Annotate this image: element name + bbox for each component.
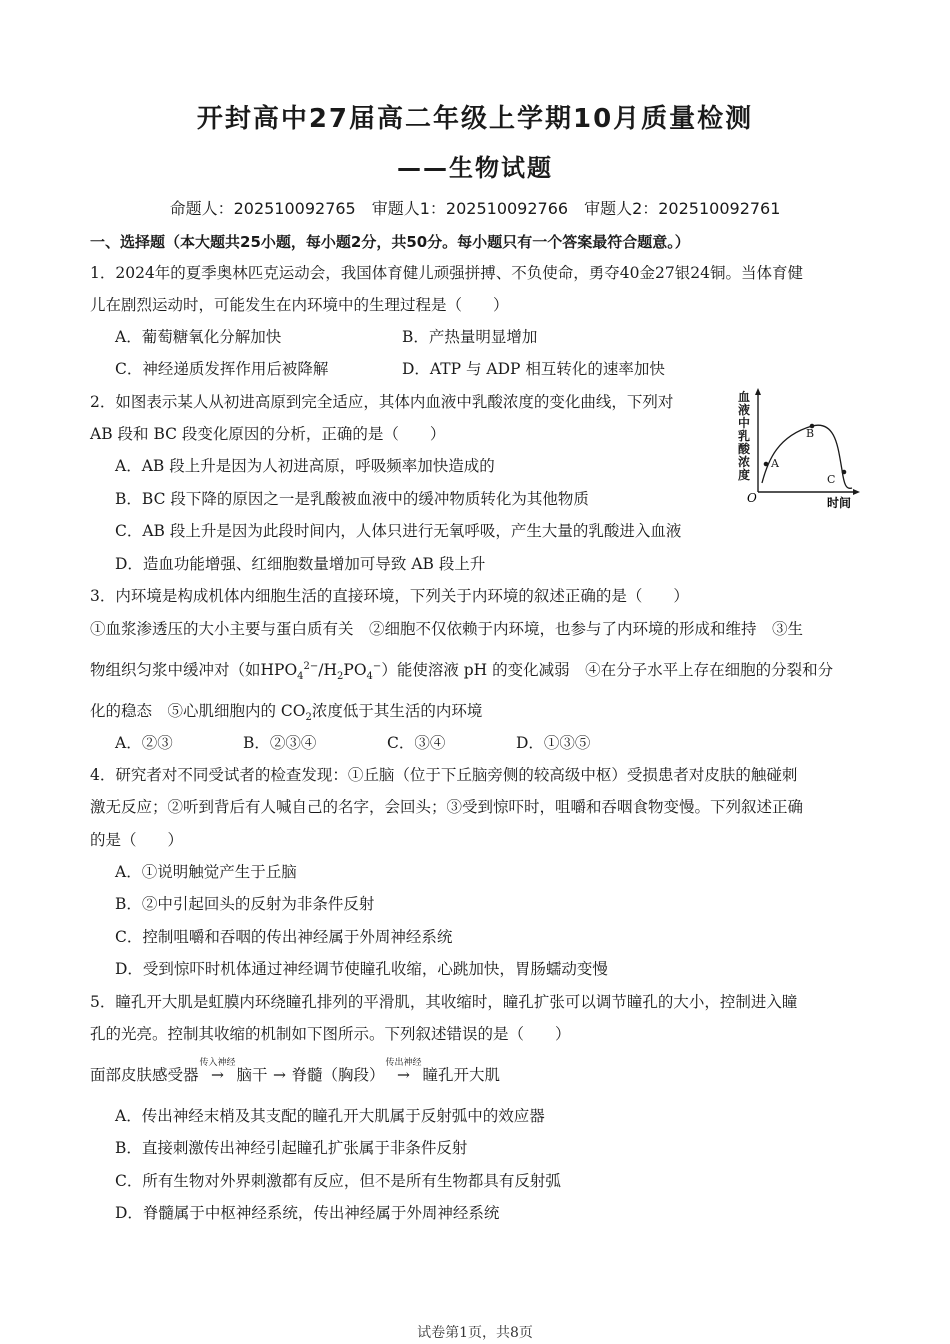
q4-option-a: A．①说明触觉产生于丘脑 <box>115 863 297 881</box>
exam-authors: 命题人：202510092765 审题人1：202510092766 审题人2：202510092761 <box>169 199 781 218</box>
pathway-step-brainstem: 脑干 <box>236 1066 268 1084</box>
graph-point-c <box>842 470 847 475</box>
graph-label-a: A <box>771 457 779 470</box>
q5-stem-line2: 孔的光亮。控制其收缩的机制如下图所示。下列叙述错误的是（ ） <box>90 1025 571 1043</box>
exam-subtitle: ——生物试题 <box>397 154 553 182</box>
pathway-arrow-afferent <box>199 1058 237 1086</box>
q3-line3-text: ）能使溶液 pH 的变化减弱 ④在分子水平上存在细胞的分裂和分 <box>381 661 834 679</box>
q1-option-b: B．产热量明显增加 <box>402 328 538 346</box>
q5-option-a: A．传出神经末梢及其支配的瞳孔开大肌属于反射弧中的效应器 <box>115 1107 545 1125</box>
q3-option-a: A．②③ <box>115 734 173 752</box>
graph-label-c: C <box>827 473 836 486</box>
graph-ylabel-char: 乳 <box>738 429 751 443</box>
q2-option-c: C．AB 段上升是因为此段时间内，人体只进行无氧呼吸，产生大量的乳酸进入血液 <box>115 522 682 540</box>
pathway-step-dilator-muscle: 瞳孔开大肌 <box>422 1066 501 1084</box>
exam-title: 开封高中27届高二年级上学期10月质量检测 <box>196 104 754 134</box>
q3-stem-line4 <box>90 700 482 722</box>
q2-option-b: B．BC 段下降的原因之一是乳酸被血液中的缓冲物质转化为其他物质 <box>115 490 589 508</box>
pathway-step-receptor: 面部皮肤感受器 <box>90 1066 199 1084</box>
graph-point-a <box>764 462 769 467</box>
q4-stem-line1: 4．研究者对不同受试者的检查发现：①丘脑（位于下丘脑旁侧的较高级中枢）受损患者对皮肤的触碰刺 <box>90 766 798 784</box>
q1-stem-line2: 儿在剧烈运动时，可能发生在内环境中的生理过程是（ ） <box>90 296 509 314</box>
pathway-arrow-plain <box>268 1064 292 1086</box>
q3-stem-line3 <box>90 659 833 681</box>
q1-option-d: D．ATP 与 ADP 相互转化的速率加快 <box>402 360 665 378</box>
graph-label-b: B <box>806 427 815 440</box>
q3-option-d: D．①③⑤ <box>516 734 591 752</box>
graph-origin: O <box>747 491 757 505</box>
q3-sub: 2 <box>337 671 344 683</box>
q3-sup: − <box>372 660 382 672</box>
q3-option-b: B．②③④ <box>243 734 317 752</box>
q1-option-c: C．神经递质发挥作用后被降解 <box>115 360 329 378</box>
q4-option-b: B．②中引起回头的反射为非条件反射 <box>115 895 375 913</box>
graph-ylabel-char: 浓 <box>738 455 751 469</box>
q3-line4-text: 化的稳态 ⑤心肌细胞内的 CO <box>90 702 306 720</box>
arrow-right-icon: → <box>273 1066 287 1084</box>
arrow-label-efferent: 传出神经 <box>385 1058 422 1068</box>
lactic-acid-graph <box>738 388 860 514</box>
q5-stem-line1: 5．瞳孔开大肌是虹膜内环绕瞳孔排列的平滑肌，其收缩时，瞳孔扩张可以调节瞳孔的大小，控制进入瞳 <box>90 993 798 1011</box>
q3-sub: 4 <box>366 671 373 683</box>
q4-option-c: C．控制咀嚼和吞咽的传出神经属于外周神经系统 <box>115 928 453 946</box>
graph-xlabel: 时间 <box>827 496 852 510</box>
q4-stem-line2: 激无反应；②听到背后有人喊自己的名字，会回头；③受到惊吓时，咀嚼和吞咽食物变慢。下列叙述正确 <box>90 798 804 816</box>
q5-option-b: B．直接刺激传出神经引起瞳孔扩张属于非条件反射 <box>115 1139 468 1157</box>
q3-line3-text: 物组织匀浆中缓冲对（如HPO <box>90 661 298 679</box>
q3-sup: 2− <box>303 660 319 672</box>
graph-x-arrow <box>853 489 860 495</box>
graph-ylabel-char: 中 <box>738 416 751 430</box>
q5-option-d: D．脊髓属于中枢神经系统，传出神经属于外周神经系统 <box>115 1204 500 1222</box>
pathway-arrow-efferent <box>385 1058 423 1086</box>
q1-option-a: A．葡萄糖氧化分解加快 <box>115 328 282 346</box>
q2-stem-line1: 2．如图表示某人从初进高原到完全适应，其体内血液中乳酸浓度的变化曲线，下列对 <box>90 393 674 411</box>
q2-option-d: D．造血功能增强、红细胞数量增加可导致 AB 段上升 <box>115 555 486 573</box>
pathway-step-spinal-cord: 脊髓（胸段） <box>291 1066 385 1084</box>
graph-ylabel-char: 液 <box>738 403 751 417</box>
q2-stem-line2: AB 段和 BC 段变化原因的分析，正确的是（ ） <box>90 425 446 443</box>
q3-stem-line2: ①血浆渗透压的大小主要与蛋白质有关 ②细胞不仅依赖于内环境，也参与了内环境的形成和维持 ③生 <box>90 620 804 638</box>
q3-line3-text: /H <box>318 661 338 679</box>
q5-option-c: C．所有生物对外界刺激都有反应，但不是所有生物都具有反射弧 <box>115 1172 561 1190</box>
q4-stem-line3: 的是（ ） <box>90 831 184 849</box>
section-heading: 一、选择题（本大题共25小题，每小题2分，共50分。每小题只有一个答案最符合题意。） <box>90 233 690 251</box>
graph-y-arrow <box>755 388 761 395</box>
q3-line4-text: 浓度低于其生活的内环境 <box>311 702 483 720</box>
q5-pathway <box>90 1058 501 1086</box>
arrow-label-afferent: 传入神经 <box>199 1058 236 1068</box>
q2-option-a: A．AB 段上升是因为人初进高原，呼吸频率加快造成的 <box>115 457 495 475</box>
graph-ylabel-char: 血 <box>738 390 751 404</box>
q3-stem-line1: 3．内环境是构成机体内细胞生活的直接环境，下列关于内环境的叙述正确的是（ ） <box>90 587 689 605</box>
q1-stem-line1: 1．2024年的夏季奥林匹克运动会，我国体育健儿顽强拼搏、不负使命，勇夺40金27银24铜。当体育健 <box>90 264 803 282</box>
arrow-right-icon: → <box>211 1066 225 1084</box>
page-footer: 试卷第1页，共8页 <box>417 1325 533 1341</box>
arrow-right-icon: → <box>397 1066 411 1084</box>
q3-sub: 4 <box>297 671 304 683</box>
graph-ylabel-char: 度 <box>738 468 751 482</box>
q3-line3-text: PO <box>343 661 367 679</box>
q4-option-d: D．受到惊吓时机体通过神经调节使瞳孔收缩，心跳加快，胃肠蠕动变慢 <box>115 960 608 978</box>
graph-ylabel-char: 酸 <box>738 442 751 456</box>
q3-option-c: C．③④ <box>387 734 446 752</box>
q3-sub: 2 <box>305 712 312 724</box>
